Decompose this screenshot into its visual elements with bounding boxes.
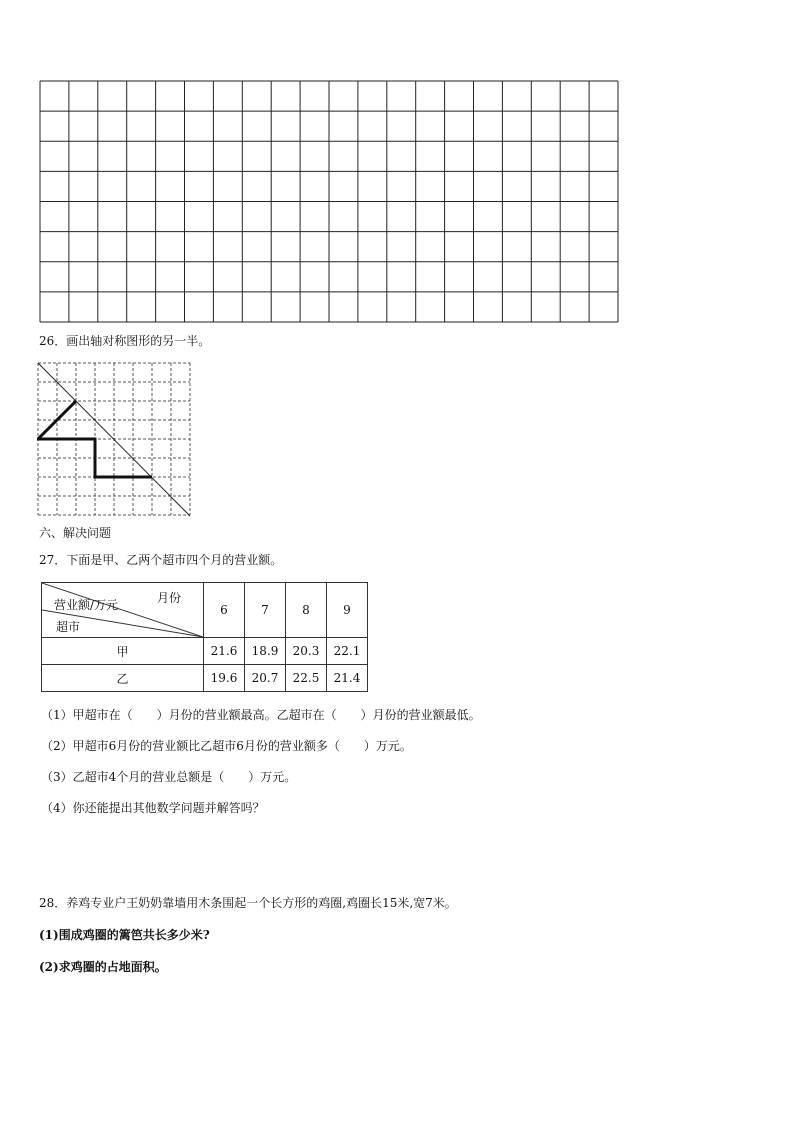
table-header-diagonal — [42, 583, 204, 638]
table-row — [42, 665, 368, 692]
section-6-title: 六、解决问题 — [39, 526, 112, 540]
header-month-label: 月份 — [157, 591, 182, 605]
value-cell: 20.7 — [245, 665, 286, 692]
question-26-text: 26．画出轴对称图形的另一半。 — [39, 334, 211, 348]
question-27-sub-1: （1）甲超市在（ ）月份的营业额最高。乙超市在（ ）月份的营业额最低。 — [41, 708, 481, 722]
question-27-sub-2: （2）甲超市6月份的营业额比乙超市6月份的营业额多（ ）万元。 — [41, 739, 412, 753]
question-28-text: 28．养鸡专业户王奶奶靠墙用木条围起一个长方形的鸡圈,鸡圈长15米,宽7米。 — [39, 896, 457, 910]
table-row — [42, 638, 368, 665]
question-27-text: 27．下面是甲、乙两个超市四个月的营业额。 — [39, 553, 283, 567]
symmetry-figure — [37, 362, 192, 518]
value-cell: 20.3 — [286, 638, 327, 665]
month-header-cell: 6 — [204, 583, 245, 638]
question-27-sub-3: （3）乙超市4个月的营业总额是（ ）万元。 — [41, 770, 297, 784]
value-cell: 22.1 — [327, 638, 368, 665]
value-cell: 21.4 — [327, 665, 368, 692]
question-27-sub-4: （4）你还能提出其他数学问题并解答吗？ — [41, 801, 265, 815]
store-name-cell: 乙 — [42, 665, 204, 692]
store-name-cell: 甲 — [42, 638, 204, 665]
question-28-sub-1: (1)围成鸡圈的篱笆共长多少米? — [39, 928, 210, 942]
question-28-sub-2: (2)求鸡圈的占地面积。 — [39, 960, 167, 974]
month-header-cell: 9 — [327, 583, 368, 638]
value-cell: 21.6 — [204, 638, 245, 665]
sales-table — [41, 582, 368, 692]
month-header-cell: 8 — [286, 583, 327, 638]
value-cell: 19.6 — [204, 665, 245, 692]
answer-grid — [39, 80, 619, 323]
header-amount-label: 营业额/万元 — [54, 598, 119, 612]
header-store-label: 超市 — [56, 620, 81, 634]
value-cell: 22.5 — [286, 665, 327, 692]
month-header-cell: 7 — [245, 583, 286, 638]
value-cell: 18.9 — [245, 638, 286, 665]
